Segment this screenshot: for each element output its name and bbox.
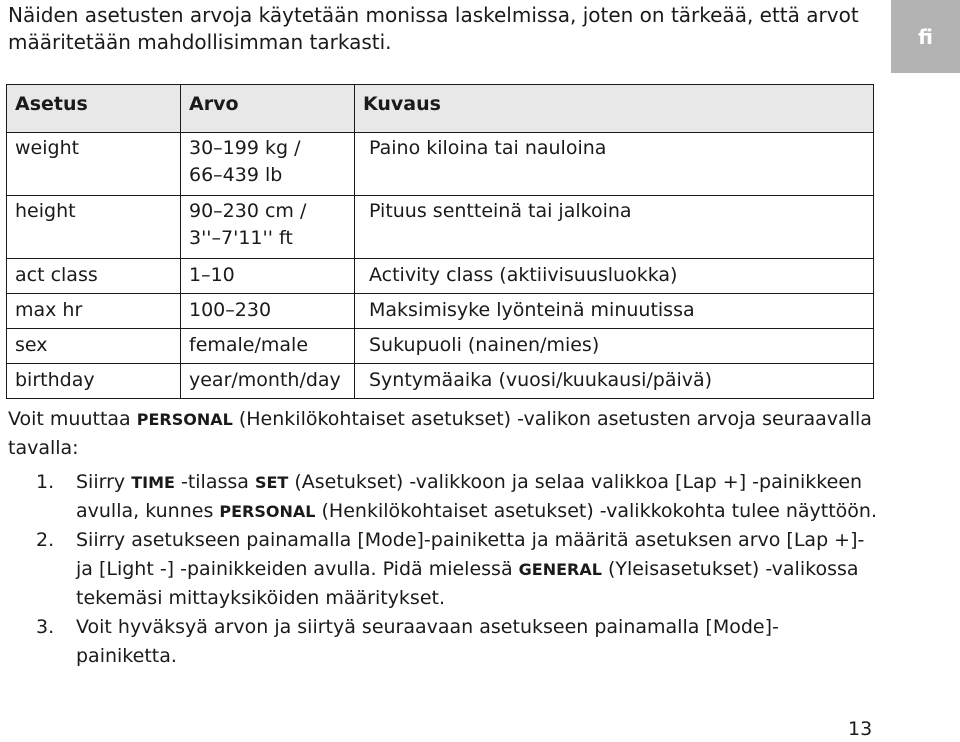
list-item xyxy=(8,468,878,526)
text-run: Siirry xyxy=(76,471,132,493)
table-row xyxy=(7,259,874,294)
table-row xyxy=(7,294,874,329)
description-cell: Sukupuoli (nainen/mies) xyxy=(355,329,874,364)
text-run: (Yleisasetukset) -valikossa tekemäsi mittayksiköiden määritykset. xyxy=(76,558,859,609)
header-description: Kuvaus xyxy=(355,85,874,133)
text-run: (Henkilökohtaiset asetukset) -valikkokohta tulee näyttöön. xyxy=(315,500,877,522)
value-cell xyxy=(181,133,355,196)
list-item xyxy=(8,613,878,671)
page-number: 13 xyxy=(848,718,873,740)
table-row xyxy=(7,196,874,259)
value-cell: female/male xyxy=(181,329,355,364)
step-number: 3. xyxy=(36,616,55,638)
setting-cell: birthday xyxy=(7,364,181,399)
menu-keyword: PERSONAL xyxy=(219,502,316,521)
value-cell: 100–230 xyxy=(181,294,355,329)
menu-keyword: GENERAL xyxy=(518,560,602,579)
text-run: Voit muuttaa xyxy=(8,408,137,430)
intro-paragraph: Näiden asetusten arvoja käytetään monissa laskelmissa, joten on tärkeää, että arvot määritetään mahdollisimman tarkasti. xyxy=(8,3,859,54)
setting-cell: act class xyxy=(7,259,181,294)
settings-table xyxy=(6,84,874,399)
table-row xyxy=(7,133,874,196)
value-line: 3''–7'11'' ft xyxy=(189,227,293,249)
table-header-row xyxy=(7,85,874,133)
table-row xyxy=(7,329,874,364)
steps-list xyxy=(8,468,878,671)
step-text xyxy=(76,468,878,526)
setting-cell: height xyxy=(7,196,181,259)
text-run: Siirry asetukseen painamalla [Mode]-painiketta ja määritä asetuksen arvo [Lap +]- ja [Light -] -painikkeiden avulla. Pidä mielessä xyxy=(76,529,865,580)
description-cell: Maksimisyke lyönteinä minuutissa xyxy=(355,294,874,329)
value-cell: 1–10 xyxy=(181,259,355,294)
instructions-paragraph xyxy=(8,405,888,463)
setting-cell: weight xyxy=(7,133,181,196)
value-line: 90–230 cm / xyxy=(189,200,307,222)
header-value: Arvo xyxy=(181,85,355,133)
text-run: (Henkilökohtaiset asetukset) -valikon asetusten arvoja seuraavalla tavalla: xyxy=(8,408,872,459)
menu-keyword: TIME xyxy=(131,473,175,492)
step-number: 2. xyxy=(36,529,55,551)
step-text: Voit hyväksyä arvon ja siirtyä seuraavaan asetukseen painamalla [Mode]-painiketta. xyxy=(76,616,779,667)
description-cell: Activity class (aktiivisuusluokka) xyxy=(355,259,874,294)
description-cell: Pituus sentteinä tai jalkoina xyxy=(355,196,874,259)
menu-keyword: SET xyxy=(254,473,289,492)
text-run: (Asetukset) -valikkoon ja selaa valikkoa [Lap +] -painikkeen avulla, kunnes xyxy=(76,471,863,522)
value-line: 30–199 kg / xyxy=(189,137,301,159)
header-setting: Asetus xyxy=(7,85,181,133)
value-cell xyxy=(181,196,355,259)
step-text xyxy=(76,526,878,613)
text-run: -tilassa xyxy=(174,471,255,493)
description-cell: Syntymäaika (vuosi/kuukausi/päivä) xyxy=(355,364,874,399)
description-cell: Paino kiloina tai nauloina xyxy=(355,133,874,196)
table-row xyxy=(7,364,874,399)
menu-keyword: PERSONAL xyxy=(136,410,233,429)
setting-cell: max hr xyxy=(7,294,181,329)
step-number: 1. xyxy=(36,471,55,493)
language-tab: fi xyxy=(891,0,960,73)
value-line: 66–439 lb xyxy=(189,164,283,186)
value-cell: year/month/day xyxy=(181,364,355,399)
list-item xyxy=(8,526,878,613)
setting-cell: sex xyxy=(7,329,181,364)
